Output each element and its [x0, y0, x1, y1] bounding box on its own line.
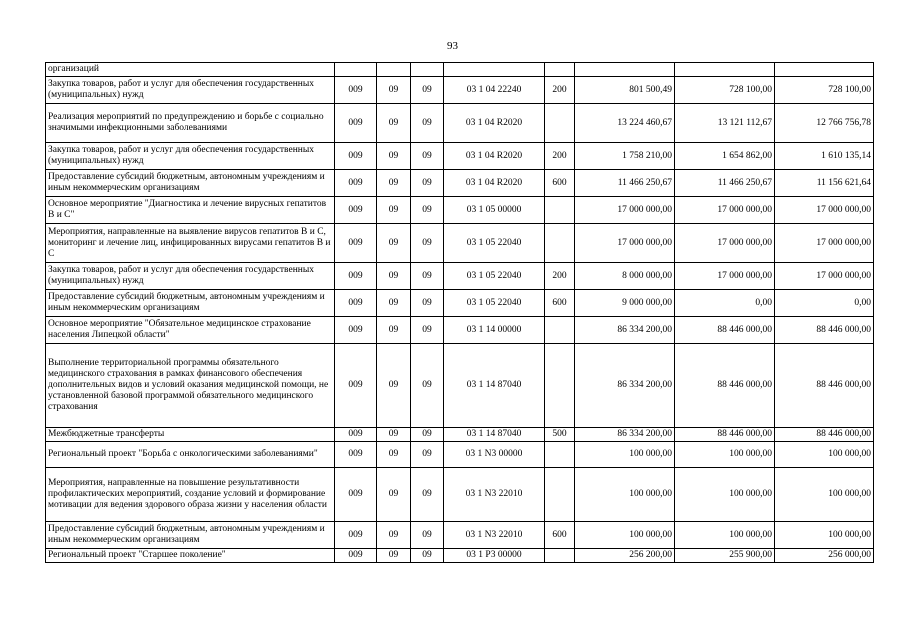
- cell-ministry-code: 009: [335, 263, 377, 290]
- cell-amount-year1: 1 758 210,00: [575, 143, 675, 170]
- cell-amount-year1: 801 500,49: [575, 77, 675, 104]
- cell-subsection-code: 09: [411, 143, 444, 170]
- cell-ministry-code: 009: [335, 442, 377, 468]
- cell-expense-type: [545, 344, 575, 428]
- cell-target-article: [444, 63, 545, 77]
- cell-amount-year3: 100 000,00: [775, 468, 874, 522]
- table-row: [46, 428, 874, 442]
- cell-amount-year1: 100 000,00: [575, 522, 675, 549]
- cell-amount-year3: 88 446 000,00: [775, 344, 874, 428]
- cell-amount-year1: 9 000 000,00: [575, 290, 675, 317]
- cell-amount-year3: 728 100,00: [775, 77, 874, 104]
- cell-expense-type: 600: [545, 170, 575, 197]
- cell-ministry-code: 009: [335, 428, 377, 442]
- table-row: [46, 224, 874, 263]
- cell-amount-year3: 256 000,00: [775, 549, 874, 563]
- cell-amount-year1: 86 334 200,00: [575, 344, 675, 428]
- table-row: [46, 263, 874, 290]
- row-description: организаций: [46, 63, 335, 77]
- cell-section-code: 09: [377, 522, 411, 549]
- cell-section-code: 09: [377, 224, 411, 263]
- cell-amount-year3: 11 156 621,64: [775, 170, 874, 197]
- row-description: Предоставление субсидий бюджетным, автономным учреждениям и иным некоммерческим организациям: [46, 290, 335, 317]
- cell-amount-year3: 0,00: [775, 290, 874, 317]
- cell-section-code: 09: [377, 549, 411, 563]
- table-row: [46, 63, 874, 77]
- cell-amount-year2: 100 000,00: [675, 442, 775, 468]
- cell-section-code: 09: [377, 468, 411, 522]
- table-row: [46, 104, 874, 143]
- cell-expense-type: [545, 468, 575, 522]
- cell-ministry-code: 009: [335, 77, 377, 104]
- cell-amount-year1: 100 000,00: [575, 442, 675, 468]
- cell-section-code: 09: [377, 344, 411, 428]
- cell-expense-type: [545, 549, 575, 563]
- cell-ministry-code: 009: [335, 104, 377, 143]
- cell-subsection-code: 09: [411, 263, 444, 290]
- cell-amount-year1: [575, 63, 675, 77]
- row-description: Предоставление субсидий бюджетным, автономным учреждениям и иным некоммерческим организациям: [46, 170, 335, 197]
- cell-amount-year1: 11 466 250,67: [575, 170, 675, 197]
- cell-ministry-code: 009: [335, 522, 377, 549]
- cell-amount-year1: 86 334 200,00: [575, 317, 675, 344]
- cell-section-code: 09: [377, 170, 411, 197]
- cell-amount-year1: 8 000 000,00: [575, 263, 675, 290]
- cell-subsection-code: 09: [411, 77, 444, 104]
- cell-amount-year1: 86 334 200,00: [575, 428, 675, 442]
- cell-amount-year1: 100 000,00: [575, 468, 675, 522]
- cell-target-article: 03 1 05 00000: [444, 197, 545, 224]
- cell-expense-type: [545, 317, 575, 344]
- budget-table: [45, 62, 874, 563]
- cell-amount-year3: 17 000 000,00: [775, 224, 874, 263]
- cell-amount-year1: 13 224 460,67: [575, 104, 675, 143]
- cell-expense-type: [545, 197, 575, 224]
- cell-amount-year3: 88 446 000,00: [775, 428, 874, 442]
- cell-amount-year1: 256 200,00: [575, 549, 675, 563]
- row-description: Основное мероприятие "Обязательное медицинское страхование населения Липецкой области": [46, 317, 335, 344]
- cell-amount-year1: 17 000 000,00: [575, 197, 675, 224]
- cell-amount-year2: 1 654 862,00: [675, 143, 775, 170]
- cell-expense-type: 500: [545, 428, 575, 442]
- table-row: [46, 549, 874, 563]
- cell-ministry-code: 009: [335, 290, 377, 317]
- cell-amount-year2: 88 446 000,00: [675, 317, 775, 344]
- cell-subsection-code: 09: [411, 224, 444, 263]
- cell-amount-year3: 100 000,00: [775, 442, 874, 468]
- cell-subsection-code: 09: [411, 522, 444, 549]
- cell-section-code: 09: [377, 263, 411, 290]
- table-row: [46, 143, 874, 170]
- cell-amount-year2: 13 121 112,67: [675, 104, 775, 143]
- cell-target-article: 03 1 04 R2020: [444, 170, 545, 197]
- cell-target-article: 03 1 14 87040: [444, 344, 545, 428]
- row-description: Предоставление субсидий бюджетным, автономным учреждениям и иным некоммерческим организациям: [46, 522, 335, 549]
- cell-amount-year3: 100 000,00: [775, 522, 874, 549]
- table-row: [46, 317, 874, 344]
- cell-amount-year3: [775, 63, 874, 77]
- row-description: Межбюджетные трансферты: [46, 428, 335, 442]
- cell-expense-type: 200: [545, 143, 575, 170]
- cell-subsection-code: 09: [411, 468, 444, 522]
- cell-subsection-code: 09: [411, 290, 444, 317]
- cell-section-code: 09: [377, 442, 411, 468]
- cell-section-code: 09: [377, 428, 411, 442]
- cell-expense-type: 200: [545, 77, 575, 104]
- page-number: 93: [447, 40, 458, 52]
- cell-amount-year3: 88 446 000,00: [775, 317, 874, 344]
- cell-target-article: 03 1 N3 22010: [444, 468, 545, 522]
- cell-expense-type: [545, 104, 575, 143]
- cell-target-article: 03 1 N3 00000: [444, 442, 545, 468]
- cell-ministry-code: 009: [335, 224, 377, 263]
- table-row: [46, 170, 874, 197]
- cell-target-article: 03 1 05 22040: [444, 290, 545, 317]
- cell-target-article: 03 1 05 22040: [444, 224, 545, 263]
- cell-ministry-code: 009: [335, 197, 377, 224]
- table-row: [46, 344, 874, 428]
- cell-expense-type: 600: [545, 290, 575, 317]
- cell-subsection-code: 09: [411, 428, 444, 442]
- cell-amount-year2: 17 000 000,00: [675, 263, 775, 290]
- cell-amount-year2: 100 000,00: [675, 522, 775, 549]
- cell-expense-type: 600: [545, 522, 575, 549]
- row-description: Региональный проект "Старшее поколение": [46, 549, 335, 563]
- cell-expense-type: 200: [545, 263, 575, 290]
- cell-ministry-code: 009: [335, 317, 377, 344]
- cell-target-article: 03 1 04 R2020: [444, 143, 545, 170]
- cell-ministry-code: 009: [335, 344, 377, 428]
- cell-expense-type: [545, 63, 575, 77]
- row-description: Основное мероприятие "Диагностика и лечение вирусных гепатитов В и С": [46, 197, 335, 224]
- cell-section-code: [377, 63, 411, 77]
- cell-subsection-code: 09: [411, 442, 444, 468]
- cell-amount-year2: 17 000 000,00: [675, 197, 775, 224]
- cell-amount-year2: 0,00: [675, 290, 775, 317]
- cell-target-article: 03 1 04 R2020: [444, 104, 545, 143]
- table-row: [46, 442, 874, 468]
- cell-ministry-code: [335, 63, 377, 77]
- row-description: Мероприятия, направленные на повышение результативности профилактических мероприятий, создание условий и формирование мотивации для ведения здорового образа жизни у населения области: [46, 468, 335, 522]
- cell-section-code: 09: [377, 143, 411, 170]
- cell-section-code: 09: [377, 104, 411, 143]
- cell-amount-year2: 88 446 000,00: [675, 428, 775, 442]
- table-row: [46, 77, 874, 104]
- cell-target-article: 03 1 P3 00000: [444, 549, 545, 563]
- table-row: [46, 197, 874, 224]
- cell-subsection-code: 09: [411, 344, 444, 428]
- cell-subsection-code: 09: [411, 170, 444, 197]
- cell-amount-year2: [675, 63, 775, 77]
- row-description: Региональный проект "Борьба с онкологическими заболеваниями": [46, 442, 335, 468]
- row-description: Реализация мероприятий по предупреждению и борьбе с социально значимыми инфекционными заболеваниями: [46, 104, 335, 143]
- table-row: [46, 522, 874, 549]
- cell-ministry-code: 009: [335, 170, 377, 197]
- cell-amount-year2: 17 000 000,00: [675, 224, 775, 263]
- cell-amount-year1: 17 000 000,00: [575, 224, 675, 263]
- cell-subsection-code: 09: [411, 317, 444, 344]
- cell-target-article: 03 1 14 87040: [444, 428, 545, 442]
- cell-target-article: 03 1 04 22240: [444, 77, 545, 104]
- cell-ministry-code: 009: [335, 549, 377, 563]
- cell-section-code: 09: [377, 317, 411, 344]
- cell-amount-year3: 1 610 135,14: [775, 143, 874, 170]
- cell-amount-year2: 100 000,00: [675, 468, 775, 522]
- table-row: [46, 290, 874, 317]
- row-description: Закупка товаров, работ и услуг для обеспечения государственных (муниципальных) нужд: [46, 77, 335, 104]
- cell-amount-year3: 17 000 000,00: [775, 197, 874, 224]
- cell-section-code: 09: [377, 290, 411, 317]
- row-description: Выполнение территориальной программы обязательного медицинского страхования в рамках финансового обеспечения дополнительных видов и условий оказания медицинской помощи, не установленной базовой программой обязательного медицинского страхования: [46, 344, 335, 428]
- cell-amount-year2: 728 100,00: [675, 77, 775, 104]
- table-row: [46, 468, 874, 522]
- row-description: Закупка товаров, работ и услуг для обеспечения государственных (муниципальных) нужд: [46, 143, 335, 170]
- cell-target-article: 03 1 N3 22010: [444, 522, 545, 549]
- cell-expense-type: [545, 224, 575, 263]
- cell-amount-year3: 17 000 000,00: [775, 263, 874, 290]
- cell-amount-year2: 88 446 000,00: [675, 344, 775, 428]
- cell-target-article: 03 1 14 00000: [444, 317, 545, 344]
- cell-amount-year2: 11 466 250,67: [675, 170, 775, 197]
- cell-section-code: 09: [377, 77, 411, 104]
- cell-subsection-code: 09: [411, 104, 444, 143]
- cell-ministry-code: 009: [335, 468, 377, 522]
- row-description: Закупка товаров, работ и услуг для обеспечения государственных (муниципальных) нужд: [46, 263, 335, 290]
- cell-amount-year3: 12 766 756,78: [775, 104, 874, 143]
- cell-amount-year2: 255 900,00: [675, 549, 775, 563]
- row-description: Мероприятия, направленные на выявление вирусов гепатитов В и С, мониторинг и лечение лиц, инфицированных вирусами гепатитов В и С: [46, 224, 335, 263]
- cell-subsection-code: 09: [411, 549, 444, 563]
- cell-expense-type: [545, 442, 575, 468]
- cell-subsection-code: [411, 63, 444, 77]
- cell-ministry-code: 009: [335, 143, 377, 170]
- cell-subsection-code: 09: [411, 197, 444, 224]
- cell-section-code: 09: [377, 197, 411, 224]
- cell-target-article: 03 1 05 22040: [444, 263, 545, 290]
